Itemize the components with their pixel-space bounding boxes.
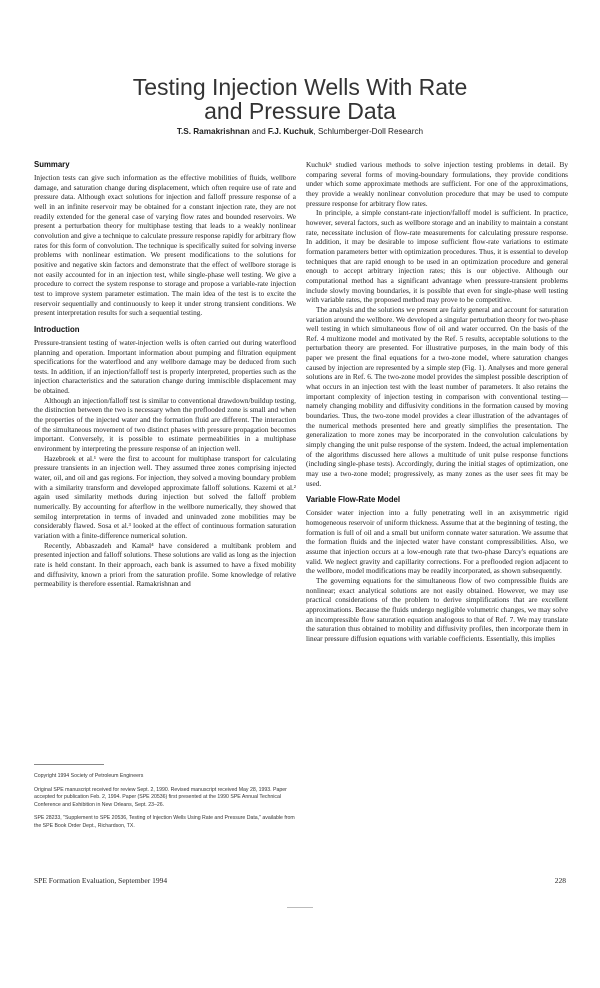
right-paragraph-3: The analysis and the solutions we present are fairly general and account for saturation variation around the wellbore. We developed a singular perturbation theory for two-phase well testing in which simultaneous flow of oil and water occurred. On the basis of the Ref. 4 multizone model and motivated by the Ref. 5 results, acceptable solutions to the perturbation theory are presented. For illustrative purposes, in the main body of this paper we present the final equations for a two-zone model, where saturation changes caused by injection are represented by a simple step (Fig. 1). Analyses and more general solutions are in Ref. 6. The two-zone model provides the simplest possible description of what occurs in an injection test with the least number of parameters. It also retains the important complexity of injection testing in comparison with conventional testing—namely changing mobility and diffusivity conditions in the formation caused by moving boundaries. Thus, the two-zone model provides a clear illustration of the advantages of the numerical methods presented here and greatly simplifies the presentation. The generalization to more zones may be incorporated in the convolution calculations by simply changing the unit pulse response of the system. Indeed, the actual implementation of the algorithms discussed here allows a multitude of unit pulse response functions (including single-phase tests). Accordingly, during the initial stages of optimization, one may use a two-zone model; progressively, as many zones as the user sees fit may be used. <box>306 304 568 488</box>
intro-paragraph-4: Recently, Abbaszadeh and Kamal⁴ have considered a multibank problem and presented injection and falloff solutions. These solutions are valid as long as the injection rate is held constant. In their approach, each bank is assumed to have a fixed mobility and diffusivity, known a priori from the saturation profile. Some knowledge of relative permeability is therefore essential. Ramakrishnan and <box>34 540 296 589</box>
page-number: 228 <box>554 876 566 885</box>
intro-paragraph-2: Although an injection/falloff test is similar to conventional drawdown/buildup testing, the distinction between the two is necessary when the preflooded zone is small and when the properties of the injected water and the formation fluid are different. The interaction of the simultaneous movement of two distinct phases with pressure propagation becomes important. Conversely, it is possible to estimate permeabilities in a multiphase environment by interpreting the pressure response of an injection well. <box>34 395 296 454</box>
affiliation: , Schlumberger-Doll Research <box>313 127 424 136</box>
variable-flow-rate-section <box>306 495 568 643</box>
introduction-section <box>34 325 296 589</box>
author-conjunction: and <box>249 127 268 136</box>
summary-section <box>34 160 296 318</box>
title-line-1: Testing Injection Wells With Rate <box>132 74 468 100</box>
author-1: T.S. Ramakrishnan <box>176 127 250 136</box>
left-column <box>34 160 296 596</box>
author-2: F.J. Kuchuk <box>267 127 314 136</box>
intro-paragraph-3: Hazebroek et al.¹ were the first to account for multiphase transport for calculating pressure transients in an injection well. They assumed three zones comprising injected water, oil, and oil and gas regions. For injection, they solved a moving boundary problem with a similarity transform and developed approximate falloff solutions. Kazemi et al.² again used similarity methods during injection but solved the falloff problem numerically. By accounting for afterflow in the wellbore numerically, they showed that semilog interpretation in terms of invaded and uninvaded zone mobilities may be considerably flawed. Sosa et al.³ looked at the effect of continuous formation saturation variation with a finite-difference numerical solution. <box>34 453 296 540</box>
paper-title <box>30 75 570 123</box>
footnote-rule <box>34 764 104 765</box>
right-column <box>306 160 568 651</box>
footnotes <box>34 773 296 837</box>
title-line-2: and Pressure Data <box>204 98 396 124</box>
introduction-heading: Introduction <box>34 324 80 334</box>
intro-paragraph-1: Pressure-transient testing of water-injection wells is often carried out during waterflood planning and operation. Important information about pumping and filtration equipment specifications for the waterflood and any wellbore damage may be deduced from such tests. In addition, if an injection/falloff test is properly interpreted, properties such as the injection characteristics and the saturation change during immiscible displacement may be obtained. <box>34 337 296 396</box>
page-divider <box>287 907 313 908</box>
journal-footer: SPE Formation Evaluation, September 1994 <box>34 876 168 885</box>
copyright-note: Copyright 1994 Society of Petroleum Engineers <box>34 773 144 779</box>
model-paragraph-2: The governing equations for the simultaneous flow of two compressible fluids are nonlinear; exact analytical solutions are not easily obtained. However, we may use practical considerations of the problem to derive simplifications that are excellent approximations. Because the fluids undergo negligible volumetric changes, we may solve an incompressible flow saturation equation analogous to that of Ref. 7. We may translate the saturation thus obtained to mobility and diffusivity profiles, then incorporate them in linear pressure diffusion equations with variable coefficients. Essentially, this implies <box>306 575 568 643</box>
right-paragraph-1: Kuchuk⁵ studied various methods to solve injection testing problems in detail. By comparing several forms of moving-boundary formulations, they provide conditions under which some approximate methods are sufficient. For one of the approximations, they provide a weakly nonlinear convolution procedure that may be used to compute pressure response for arbitrary flow rates. <box>306 160 568 208</box>
author-line <box>30 127 570 136</box>
summary-text: Injection tests can give such information as the effective mobilities of fluids, wellbore damage, and saturation change during displacement, which often require use of rate and pressure data. Although exact solutions for injection and falloff pressure response of a well in an infinite reservoir may be obtained for a constant injection rate, they are not readily extended for the general case of varying flow rates and bounded reservoirs. We present a perturbation theory for multiphase testing that leads to a weakly nonlinear convolution and give a technique to calculate pressure response rapidly for arbitrary flow rates for this form of convolution. The technique is specifically suited for solving inverse problems with nonlinear estimation. We present modifications to the solutions for positive and negative skin factors and demonstrate that the effect of wellbore storage is not easily accounted for in an injection test, while single-phase well testing. We give a procedure to correct the system response to storage and propose a variable-rate injection test to improve system parameter estimation. The main idea of the test is to excite the reservoir sequentially and continuously to keep it under strong transient conditions. We present interpretation results for such a sequential testing. <box>34 173 296 318</box>
variable-flow-rate-heading: Variable Flow-Rate Model <box>306 495 401 505</box>
right-intro-continued <box>306 160 568 488</box>
right-paragraph-2: In principle, a simple constant-rate injection/falloff model is sufficient. In practice, however, several factors, such as wellbore storage and an inability to maintain a constant rate, necessitate inclusion of flow-rate measurements for calculating pressure response. In addition, it may be desirable to impose sufficient flow-rate variations to estimate formation parameters better with optimization procedures. Thus, it is essential to develop techniques that are rapid enough to be used in an optimization procedure and general enough to accept arbitrary injection rates; this is our objective. Although our computational method has a significant advantage when pressure-transient problems include slowly moving boundaries, it is possible that even for single-phase well testing with variable rates, the proposed method may prove to be competitive. <box>306 208 568 305</box>
summary-heading: Summary <box>34 160 70 169</box>
manuscript-note: Original SPE manuscript received for review Sept. 2, 1990. Revised manuscript received May 28, 1993. Paper accepted for publication Feb. 2, 1994. Paper (SPE 20536) first presented at the 1990 SPE Annual Technical Conference and Exhibition in New Orleans, Sept. 23–26. <box>34 786 287 808</box>
supplement-note: SPE 28233, "Supplement to SPE 20536, Testing of Injection Wells Using Rate and Pressure Data," available from the SPE Book Order Dept., Richardson, TX. <box>34 815 295 829</box>
model-paragraph-1: Consider water injection into a fully penetrating well in an axisymmetric rigid homogeneous reservoir of uniform thickness. Assume that at the beginning of testing, the formation is full of oil and a small but uniform connate water saturation. We assume that the formation fluids and the injected water have constant compressibilities. Also, we assume that injection occurs at a low-enough rate that two-phase Darcy's equations are valid. We neglect gravity and capillarity corrections. For a preflooded region adjacent to the wellbore, model modifications may be readily incorporated, as shown subsequently. <box>306 508 568 576</box>
